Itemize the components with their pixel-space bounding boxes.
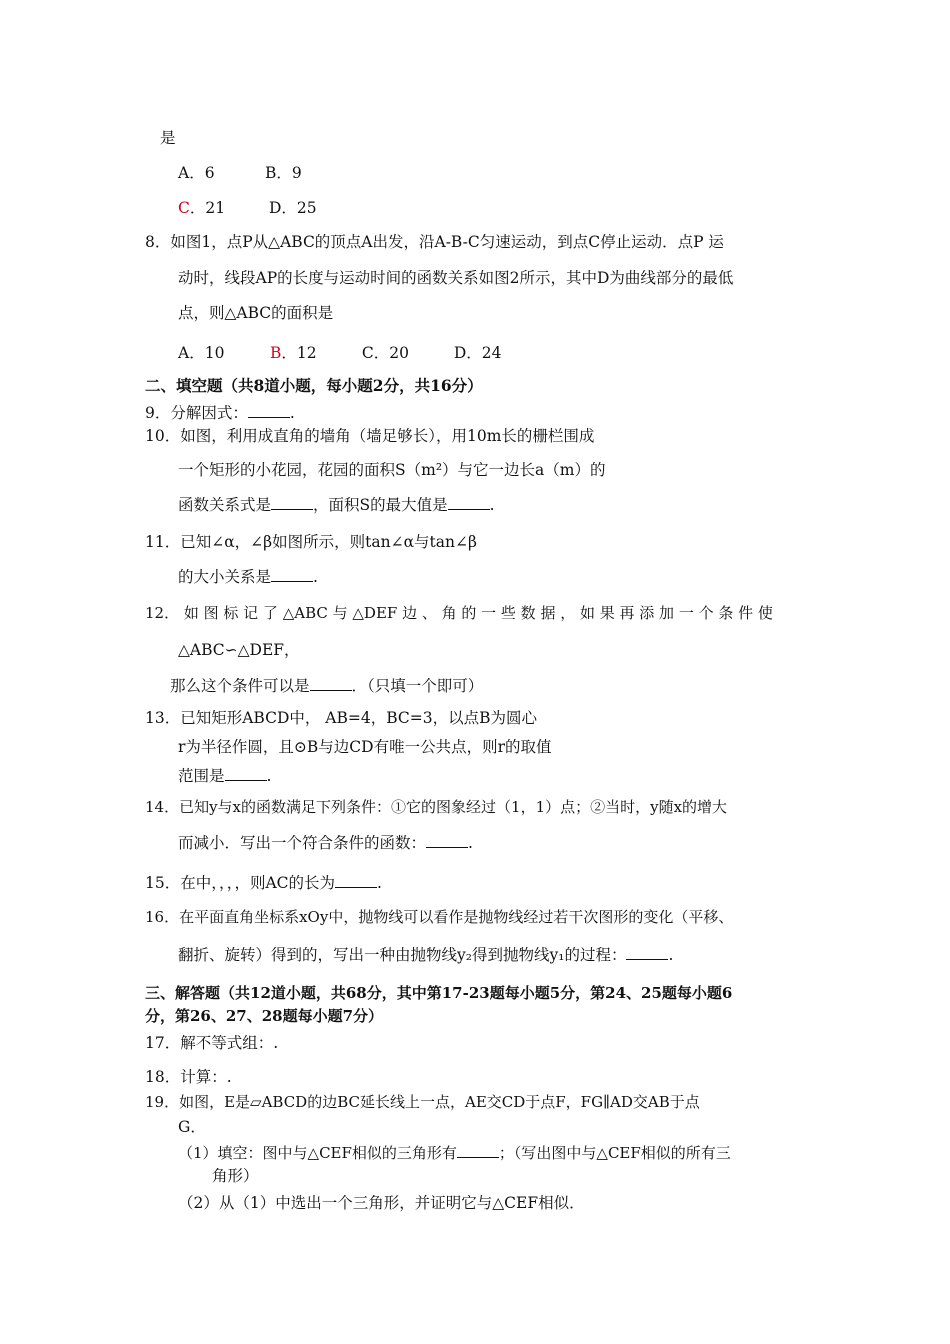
- q8-options: [178, 343, 502, 363]
- q7-option-b: B．9: [264, 164, 302, 182]
- q7-option-a: A．6: [178, 164, 215, 182]
- q8-line-2: 动时，线段AP的长度与运动时间的函数关系如图2所示，其中D为曲线部分的最低: [178, 269, 734, 287]
- q7-options-row2: [178, 198, 317, 218]
- answer-blank: [271, 494, 313, 510]
- q18: 18．计算：.: [145, 1068, 232, 1086]
- answer-blank: [457, 1142, 499, 1158]
- q13-line-2: r为半径作圆，且⊙B与边CD有唯一公共点，则r的取值: [178, 738, 552, 756]
- q13-line-3: 范围是 .: [178, 767, 272, 785]
- q8-line-1: 8．如图1，点P从△ABC的顶点A出发，沿A-B-C匀速运动，到点C停止运动．点P 运: [145, 233, 724, 251]
- q8-option-d: D．24: [453, 344, 502, 362]
- answer-blank: [310, 675, 352, 691]
- answer-blank: [626, 944, 668, 960]
- q12-line-3: 那么这个条件可以是 ．（只填一个即可）: [170, 677, 484, 695]
- q8-option-c: C．20: [361, 344, 409, 362]
- q7-answer-mark: C: [178, 199, 190, 217]
- q7-option-d: D．25: [268, 199, 317, 217]
- section-2-heading: 二、填空题（共8道小题，每小题2分，共16分）: [145, 376, 483, 395]
- q7-tail: 是: [160, 129, 176, 147]
- q11-line-1: 11．已知∠α，∠β如图所示，则tan∠α与tan∠β: [145, 533, 477, 551]
- q14-line-2: 而减小．写出一个符合条件的函数： .: [178, 834, 473, 852]
- q12-line-2: △ABC∽△DEF，: [178, 641, 300, 659]
- q9: 9．分解因式： .: [145, 404, 295, 422]
- q12-line-1: 12． 如 图 标 记 了 △ABC 与 △DEF 边 、 角 的 一 些 数 据 ， 如 果 再 添 加 一 个 条 件 使: [145, 604, 773, 622]
- q11-line-2: 的大小关系是 .: [178, 568, 318, 586]
- q14-line-1: 14．已知y与x的函数满足下列条件：①它的图象经过（1，1）点；②当时，y随x的增大: [145, 798, 728, 816]
- q7-options-row1: [178, 163, 302, 183]
- q19-line-1: 19．如图，E是▱ABCD的边BC延长线上一点，AE交CD于点F，FG∥AD交AB于点: [145, 1093, 700, 1111]
- q8-option-b: B．12: [269, 344, 317, 362]
- q8-option-a: A．10: [178, 344, 225, 362]
- q13-line-1: 13．已知矩形ABCD中， AB=4，BC=3，以点B为圆心: [145, 709, 538, 727]
- q19-sub-1: （1）填空：图中与△CEF相似的三角形有 ；（写出图中与△CEF相似的所有三: [178, 1144, 731, 1162]
- q15: 15．在中，，，，则AC的长为 .: [145, 874, 382, 892]
- q10-line-3: 函数关系式是 ，面积S的最大值是 .: [178, 496, 495, 514]
- answer-blank: [335, 872, 377, 888]
- q7-option-c: C．21: [178, 199, 226, 217]
- answer-blank: [225, 765, 267, 781]
- q19-sub-1-cont: 角形）: [212, 1167, 259, 1185]
- q16-line-1: 16．在平面直角坐标系xOy中，抛物线可以看作是抛物线经过若干次图形的变化（平移、: [145, 908, 734, 926]
- answer-blank: [448, 494, 490, 510]
- answer-blank: [271, 566, 313, 582]
- q16-line-2: 翻折、旋转）得到的，写出一种由抛物线y₂得到抛物线y₁的过程： .: [178, 946, 674, 964]
- q19-sub-2: （2）从（1）中选出一个三角形，并证明它与△CEF相似．: [178, 1194, 585, 1212]
- q19-line-2: G．: [178, 1118, 206, 1136]
- answer-blank: [426, 832, 468, 848]
- q10-line-1: 10．如图，利用成直角的墙角（墙足够长），用10m长的栅栏围成: [145, 427, 595, 445]
- section-3-heading-line-1: 三、解答题（共12道小题，共68分，其中第17-23题每小题5分，第24、25题每小题6: [145, 984, 733, 1002]
- q8-answer-mark: B: [269, 344, 282, 362]
- q17: 17．解不等式组：.: [145, 1034, 279, 1052]
- section-3-heading-line-2: 分，第26、27、28题每小题7分）: [145, 1007, 384, 1025]
- answer-blank: [248, 402, 290, 418]
- q8-line-3: 点，则△ABC的面积是: [178, 304, 334, 322]
- q10-line-2: 一个矩形的小花园，花园的面积S（m²）与它一边长a（m）的: [178, 461, 606, 479]
